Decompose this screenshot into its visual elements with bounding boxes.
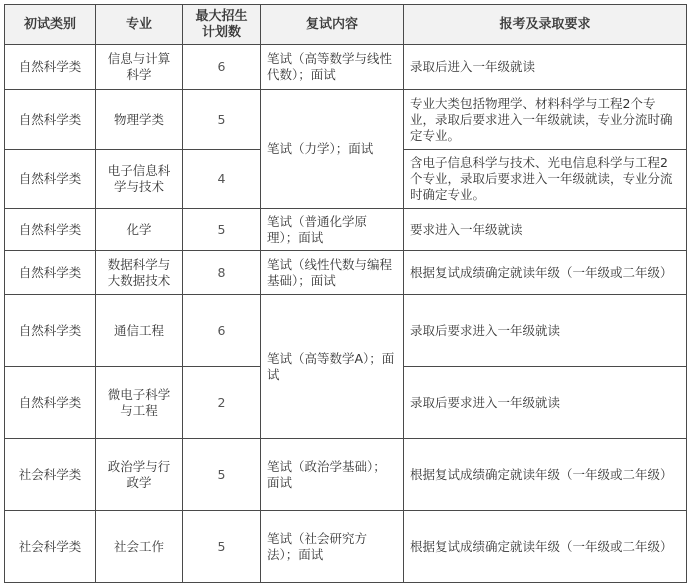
table-row	[5, 295, 687, 367]
cell-category: 自然科学类	[5, 251, 96, 295]
table-row	[5, 511, 687, 583]
cell-exam: 笔试（社会研究方法）；面试	[261, 511, 404, 583]
cell-major: 电子信息科学与技术	[96, 150, 183, 209]
cell-category: 自然科学类	[5, 209, 96, 251]
cell-quota: 6	[183, 295, 261, 367]
cell-exam: 笔试（线性代数与编程基础）；面试	[261, 251, 404, 295]
cell-major: 通信工程	[96, 295, 183, 367]
cell-category: 自然科学类	[5, 45, 96, 90]
cell-category: 自然科学类	[5, 367, 96, 439]
cell-requirements: 根据复试成绩确定就读年级（一年级或二年级）	[404, 251, 687, 295]
table-row	[5, 251, 687, 295]
cell-quota: 6	[183, 45, 261, 90]
cell-major: 信息与计算科学	[96, 45, 183, 90]
cell-requirements: 根据复试成绩确定就读年级（一年级或二年级）	[404, 439, 687, 511]
cell-major: 化学	[96, 209, 183, 251]
header-quota-line1: 最大招生	[195, 8, 248, 24]
cell-exam: 笔试（政治学基础）；面试	[261, 439, 404, 511]
cell-requirements: 录取后进入一年级就读	[404, 45, 687, 90]
cell-quota: 4	[183, 150, 261, 209]
cell-major: 社会工作	[96, 511, 183, 583]
cell-quota: 5	[183, 90, 261, 150]
cell-requirements: 根据复试成绩确定就读年级（一年级或二年级）	[404, 511, 687, 583]
table-row	[5, 90, 687, 150]
cell-exam: 笔试（普通化学原理）；面试	[261, 209, 404, 251]
cell-quota: 5	[183, 209, 261, 251]
header-requirements: 报考及录取要求	[404, 5, 687, 45]
cell-category: 社会科学类	[5, 511, 96, 583]
admissions-table	[4, 4, 687, 583]
table-row	[5, 209, 687, 251]
cell-major: 政治学与行政学	[96, 439, 183, 511]
cell-quota: 5	[183, 439, 261, 511]
cell-exam: 笔试（高等数学与线性代数）；面试	[261, 45, 404, 90]
table-header-row	[5, 5, 687, 45]
cell-requirements: 录取后要求进入一年级就读	[404, 367, 687, 439]
cell-category: 自然科学类	[5, 150, 96, 209]
header-quota	[183, 5, 261, 45]
header-major: 专业	[96, 5, 183, 45]
cell-requirements: 要求进入一年级就读	[404, 209, 687, 251]
header-quota-line2: 计划数	[201, 24, 241, 40]
cell-major: 物理学类	[96, 90, 183, 150]
cell-exam: 笔试（力学）；面试	[261, 90, 404, 209]
header-category: 初试类别	[5, 5, 96, 45]
cell-major: 数据科学与大数据技术	[96, 251, 183, 295]
cell-quota: 2	[183, 367, 261, 439]
table-row	[5, 439, 687, 511]
cell-requirements: 含电子信息科学与技术、光电信息科学与工程2个专业，录取后要求进入一年级就读，专业分流时确定专业。	[404, 150, 687, 209]
cell-category: 社会科学类	[5, 439, 96, 511]
cell-exam: 笔试（高等数学A）；面试	[261, 295, 404, 439]
cell-quota: 5	[183, 511, 261, 583]
cell-quota: 8	[183, 251, 261, 295]
cell-requirements: 专业大类包括物理学、材料科学与工程2个专业，录取后要求进入一年级就读，专业分流时确定专业。	[404, 90, 687, 150]
table-row	[5, 45, 687, 90]
cell-category: 自然科学类	[5, 90, 96, 150]
cell-category: 自然科学类	[5, 295, 96, 367]
cell-major: 微电子科学与工程	[96, 367, 183, 439]
header-exam: 复试内容	[261, 5, 404, 45]
cell-requirements: 录取后要求进入一年级就读	[404, 295, 687, 367]
